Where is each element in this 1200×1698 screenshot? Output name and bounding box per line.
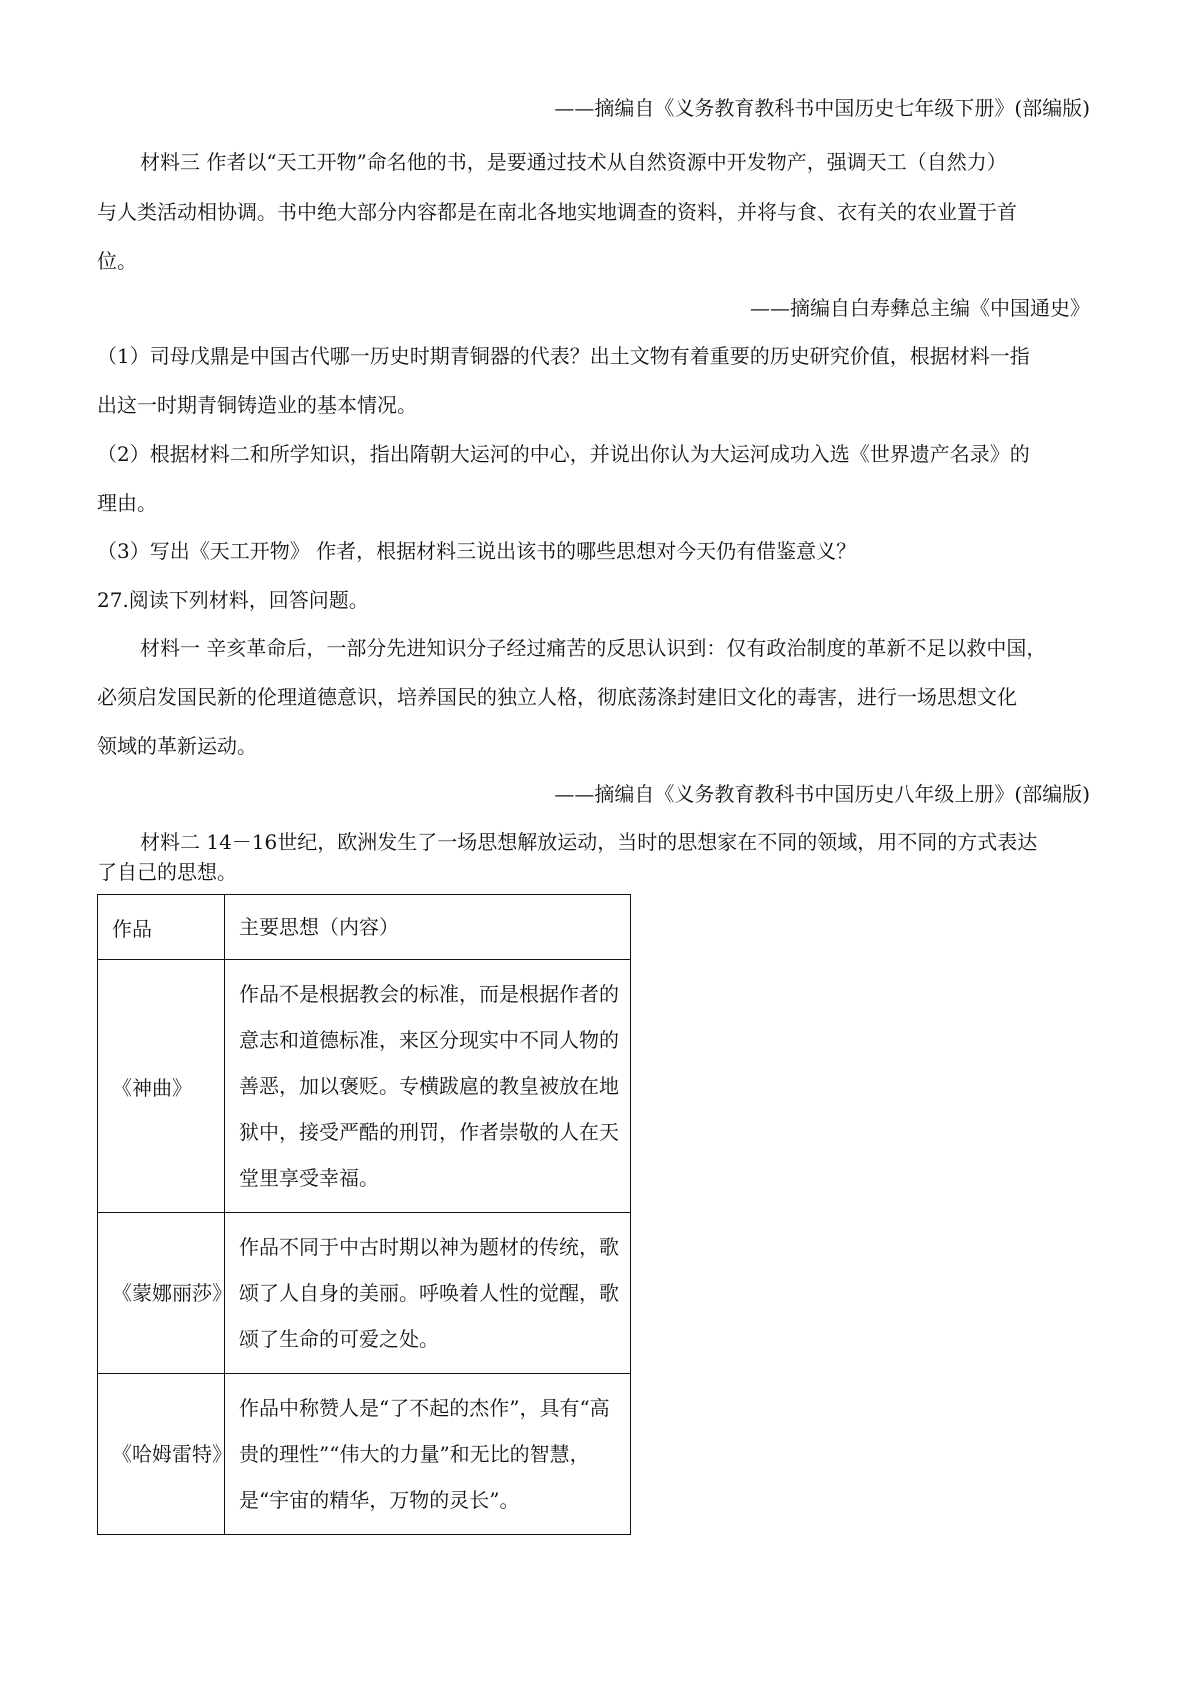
table-row [98, 960, 631, 1213]
material-1-line-3: 领域的革新运动。 [97, 734, 257, 758]
material-3-line-2: 与人类活动相协调。书中绝大部分内容都是在南北各地实地调查的资料，并将与食、衣有关的农业置于首 [97, 200, 1017, 224]
question-1-line-2: 出这一时期青铜铸造业的基本情况。 [97, 393, 417, 417]
question-27-title: 27.阅读下列材料，回答问题。 [97, 588, 369, 612]
work-title: 《蒙娜丽莎》 [98, 1213, 225, 1374]
work-content: 作品不同于中古时期以神为题材的传统，歌颂了人自身的美丽。呼唤着人性的觉醒，歌颂了生命的可爱之处。 [225, 1213, 631, 1374]
work-content: 作品不是根据教会的标准，而是根据作者的意志和道德标准，来区分现实中不同人物的善恶，加以褒贬。专横跋扈的教皇被放在地狱中，接受严酷的刑罚，作者崇敬的人在天堂里享受幸福。 [225, 960, 631, 1213]
material-3-line-3: 位。 [97, 249, 137, 273]
material-2-line-2: 了自己的思想。 [97, 860, 237, 884]
material-2-line-1: 材料二 14－16世纪，欧洲发生了一场思想解放运动，当时的思想家在不同的领域，用不同的方式表达 [140, 830, 1038, 854]
material-1-line-1: 材料一 辛亥革命后，一部分先进知识分子经过痛苦的反思认识到：仅有政治制度的革新不足以救中国， [140, 636, 1047, 660]
question-2-line-1: （2）根据材料二和所学知识，指出隋朝大运河的中心，并说出你认为大运河成功入选《世界遗产名录》的 [97, 442, 1030, 466]
question-2-line-2: 理由。 [97, 491, 157, 515]
work-title: 《哈姆雷特》 [98, 1374, 225, 1535]
work-content: 作品中称赞人是“了不起的杰作”，具有“高贵的理性”“伟大的力量”和无比的智慧，是“宇宙的精华，万物的灵长”。 [225, 1374, 631, 1535]
table-header-row [98, 895, 631, 960]
question-3: （3）写出《天工开物》 作者，根据材料三说出该书的哪些思想对今天仍有借鉴意义？ [97, 539, 857, 563]
work-title: 《神曲》 [98, 960, 225, 1213]
question-1-line-1: （1）司母戊鼎是中国古代哪一历史时期青铜器的代表？出土文物有着重要的历史研究价值，根据材料一指 [97, 344, 1030, 368]
source-note-1: ——摘编自《义务教育教科书中国历史七年级下册》(部编版) [554, 96, 1090, 120]
table-row [98, 1374, 631, 1535]
table-row [98, 1213, 631, 1374]
header-work: 作品 [98, 895, 225, 960]
source-note-3: ——摘编自《义务教育教科书中国历史八年级上册》(部编版) [554, 782, 1090, 806]
source-note-2: ——摘编自白寿彝总主编《中国通史》 [750, 296, 1090, 320]
works-table [97, 894, 631, 1535]
material-3-line-1: 材料三 作者以“天工开物”命名他的书，是要通过技术从自然资源中开发物产，强调天工（自然力） [140, 150, 1007, 174]
header-content: 主要思想（内容） [225, 895, 631, 960]
material-1-line-2: 必须启发国民新的伦理道德意识，培养国民的独立人格，彻底荡涤封建旧文化的毒害，进行一场思想文化 [97, 685, 1017, 709]
